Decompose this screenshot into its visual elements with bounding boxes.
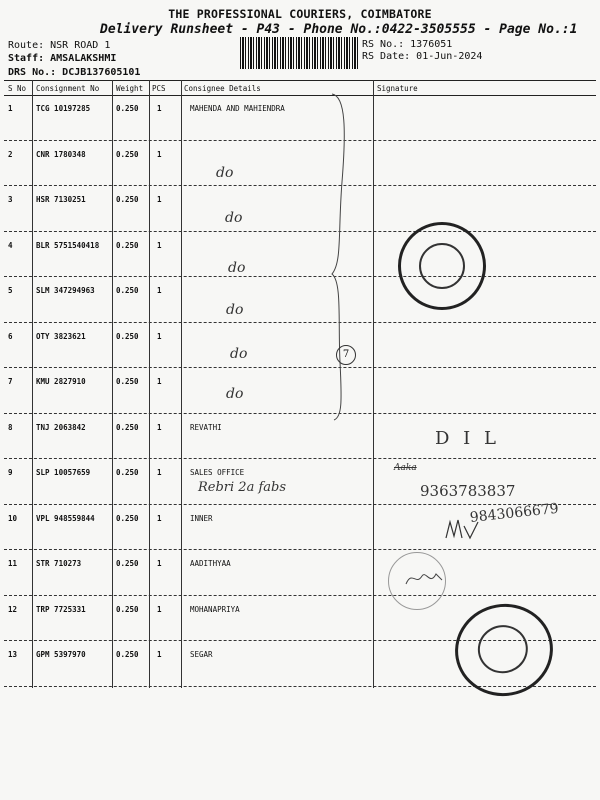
row-pcs: 1	[157, 604, 162, 614]
row-consignee: REVATHI	[190, 422, 222, 432]
ditto-mark: do	[226, 386, 244, 402]
col-header-signature: Signature	[377, 84, 418, 93]
row-weight: 0.250	[116, 195, 139, 204]
row9-phone: 9363783837	[420, 482, 516, 500]
col-header-consignee: Consignee Details	[184, 84, 261, 93]
row-pcs: 1	[157, 331, 162, 341]
row-weight: 0.250	[116, 286, 139, 295]
ditto-mark: do	[230, 346, 248, 362]
rs-number: RS No.: 1376051	[362, 39, 453, 50]
row-sno: 4	[8, 240, 13, 250]
row-separator	[4, 549, 596, 550]
row-sno: 11	[8, 559, 18, 568]
row-pcs: 1	[157, 422, 162, 432]
row-consignment-no: BLR 5751540418	[36, 240, 100, 250]
row-consignee: SEGAR	[190, 650, 213, 659]
row-separator	[4, 367, 596, 368]
row-weight: 0.250	[116, 513, 139, 523]
row-separator	[4, 595, 596, 596]
row-pcs: 1	[157, 149, 162, 159]
row-consignment-no: CNR 1780348	[36, 149, 86, 159]
barcode	[240, 37, 358, 69]
row-consignee: MOHANAPRIYA	[190, 604, 240, 614]
row-pcs: 1	[157, 104, 162, 113]
row-pcs: 1	[157, 513, 162, 523]
row-consignment-no: SLM 347294963	[36, 286, 95, 295]
row-consignee: MAHENDA AND MAHIENDRA	[190, 104, 285, 113]
row-consignee: INNER	[190, 513, 213, 523]
row-separator	[4, 322, 596, 323]
signature-row11	[404, 566, 444, 590]
table-top-border	[4, 80, 596, 81]
column-divider	[32, 80, 33, 688]
grouping-brace	[312, 92, 352, 422]
ditto-mark: do	[225, 210, 243, 226]
row-weight: 0.250	[116, 604, 139, 614]
row-weight: 0.250	[116, 422, 139, 432]
ditto-mark: do	[216, 165, 234, 181]
row-pcs: 1	[157, 559, 162, 568]
row-sno: 7	[8, 377, 13, 386]
row-weight: 0.250	[116, 559, 139, 568]
column-divider	[149, 80, 150, 688]
column-divider	[373, 80, 374, 688]
row-sno: 6	[8, 331, 13, 341]
row-separator	[4, 504, 596, 505]
row-pcs: 1	[157, 650, 162, 659]
row-weight: 0.250	[116, 650, 139, 659]
row-consignment-no: VPL 948559844	[36, 513, 95, 523]
row-sno: 1	[8, 104, 13, 113]
ditto-mark: do	[226, 302, 244, 318]
row9-note: Rebri 2a fabs	[198, 480, 287, 495]
signature-row8: D I L	[435, 428, 500, 449]
row-consignment-no: TCG 10197285	[36, 104, 91, 113]
signature-row9: Aaka	[394, 463, 417, 473]
ditto-mark: do	[228, 260, 246, 276]
row-sno: 3	[8, 195, 13, 204]
company-stamp	[448, 596, 560, 704]
row-separator	[4, 458, 596, 459]
row-sno: 12	[8, 604, 18, 614]
row-separator	[4, 413, 596, 414]
row-sno: 2	[8, 149, 13, 159]
row-separator	[4, 276, 596, 277]
col-header-consignment: Consignment No	[36, 84, 100, 93]
row-pcs: 1	[157, 195, 162, 204]
route-label: Route: NSR ROAD 1	[8, 40, 111, 51]
col-header-sno: S No	[8, 84, 27, 93]
row-consignment-no: SLP 10057659	[36, 468, 91, 477]
row-separator	[4, 140, 596, 141]
row-weight: 0.250	[116, 468, 139, 477]
column-divider	[181, 80, 182, 688]
row-consignee: AADITHYAA	[190, 559, 231, 568]
row-sno: 13	[8, 650, 18, 659]
staff-label: Staff: AMSALAKSHMI	[8, 53, 117, 64]
row-weight: 0.250	[116, 149, 139, 159]
row-weight: 0.250	[116, 240, 139, 250]
row-pcs: 1	[157, 240, 162, 250]
column-divider	[112, 80, 113, 688]
row-sno: 5	[8, 286, 13, 295]
col-header-weight: Weight	[116, 84, 144, 93]
row-sno: 8	[8, 422, 13, 432]
row-consignment-no: KMU 2827910	[36, 377, 86, 386]
row10-phone: 9843066679	[469, 500, 560, 526]
row-consignment-no: STR 710273	[36, 559, 82, 568]
row-pcs: 1	[157, 468, 162, 477]
row-consignment-no: TRP 7725331	[36, 604, 86, 614]
row-weight: 0.250	[116, 104, 139, 113]
row-consignee: SALES OFFICE	[190, 468, 245, 477]
row-weight: 0.250	[116, 377, 139, 386]
rs-date: RS Date: 01-Jun-2024	[362, 51, 483, 62]
row-pcs: 1	[157, 377, 162, 386]
row-sno: 10	[8, 513, 18, 523]
row-weight: 0.250	[116, 331, 139, 341]
row-sno: 9	[8, 468, 13, 477]
round-stamp	[398, 222, 486, 310]
row-separator	[4, 231, 596, 232]
row-pcs: 1	[157, 286, 162, 295]
drs-number: DRS No.: DCJB137605101	[8, 67, 141, 78]
header-bottom-border	[4, 95, 596, 96]
row-consignment-no: HSR 7130251	[36, 195, 86, 204]
row-separator	[4, 185, 596, 186]
row-consignment-no: OTY 3823621	[36, 331, 86, 341]
col-header-pcs: PCS	[152, 84, 166, 93]
runsheet-subtitle: Delivery Runsheet - P43 - Phone No.:0422-3505555 - Page No.:1	[100, 22, 578, 37]
row-consignment-no: TNJ 2063842	[36, 422, 86, 432]
row-consignment-no: GPM 5397970	[36, 650, 86, 659]
company-title: THE PROFESSIONAL COURIERS, COIMBATORE	[168, 7, 432, 21]
count-circle: 7	[336, 345, 356, 365]
